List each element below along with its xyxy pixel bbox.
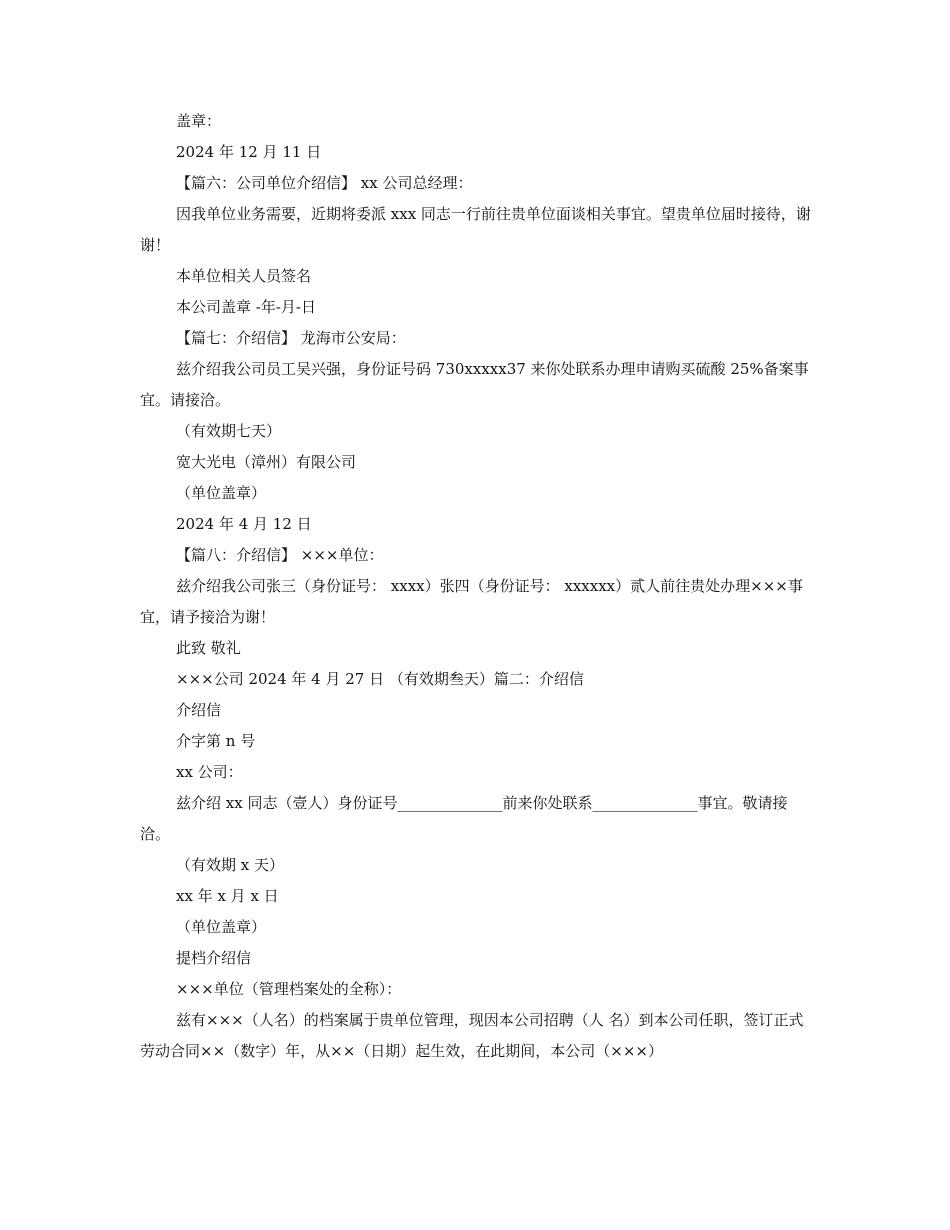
paragraph: 【篇六：公司单位介绍信】 xx 公司总经理： [176, 174, 473, 192]
paragraph: 介绍信 [176, 701, 222, 719]
paragraph: （有效期七天） [176, 422, 282, 440]
paragraph: 【篇七：介绍信】 龙海市公安局： [176, 329, 406, 347]
paragraph: （有效期 x 天） [176, 856, 284, 874]
paragraph: 【篇八：介绍信】 ×××单位： [176, 546, 384, 564]
paragraph: 兹有×××（人名）的档案属于贵单位管理，现因本公司招聘（人 名）到本公司任职，签订正式劳动合同××（数字）年，从××（日期）起生效，在此期间，本公司（×××） [140, 1011, 804, 1060]
paragraph: 兹介绍我公司张三（身份证号： xxxx）张四（身份证号： xxxxxx）贰人前往贵处办理×××事宜，请予接洽为谢！ [140, 577, 803, 626]
paragraph: xx 公司： [176, 763, 243, 781]
paragraph: ×××单位（管理档案处的全称）： [176, 980, 402, 998]
paragraph: 2024 年 4 月 12 日 [176, 515, 312, 533]
paragraph: （单位盖章） [176, 484, 267, 502]
paragraph: ×××公司 2024 年 4 月 27 日 （有效期叁天）篇二：介绍信 [176, 670, 584, 688]
paragraph: 介字第 n 号 [176, 732, 256, 750]
paragraph: 本单位相关人员签名 [176, 267, 312, 285]
paragraph: 此致 敬礼 [176, 639, 241, 657]
paragraph: 本公司盖章 -年-月-日 [176, 298, 316, 316]
paragraph: 提档介绍信 [176, 949, 252, 967]
paragraph: 盖章： [176, 112, 222, 130]
paragraph: 兹介绍 xx 同志（壹人）身份证号______________前来你处联系______________事宜。敬请接洽。 [140, 794, 788, 843]
paragraph: 2024 年 12 月 11 日 [176, 143, 322, 161]
paragraph: 因我单位业务需要，近期将委派 xxx 同志一行前往贵单位面谈相关事宜。望贵单位届时接待，谢谢！ [140, 205, 811, 254]
paragraph: （单位盖章） [176, 918, 267, 936]
paragraph: xx 年 x 月 x 日 [176, 887, 279, 905]
paragraph: 宽大光电（漳州）有限公司 [176, 453, 357, 471]
document-body [140, 106, 812, 1067]
paragraph: 兹介绍我公司员工吴兴强，身份证号码 730xxxxx37 来你处联系办理申请购买硫酸 25%备案事宜。请接洽。 [140, 360, 809, 409]
